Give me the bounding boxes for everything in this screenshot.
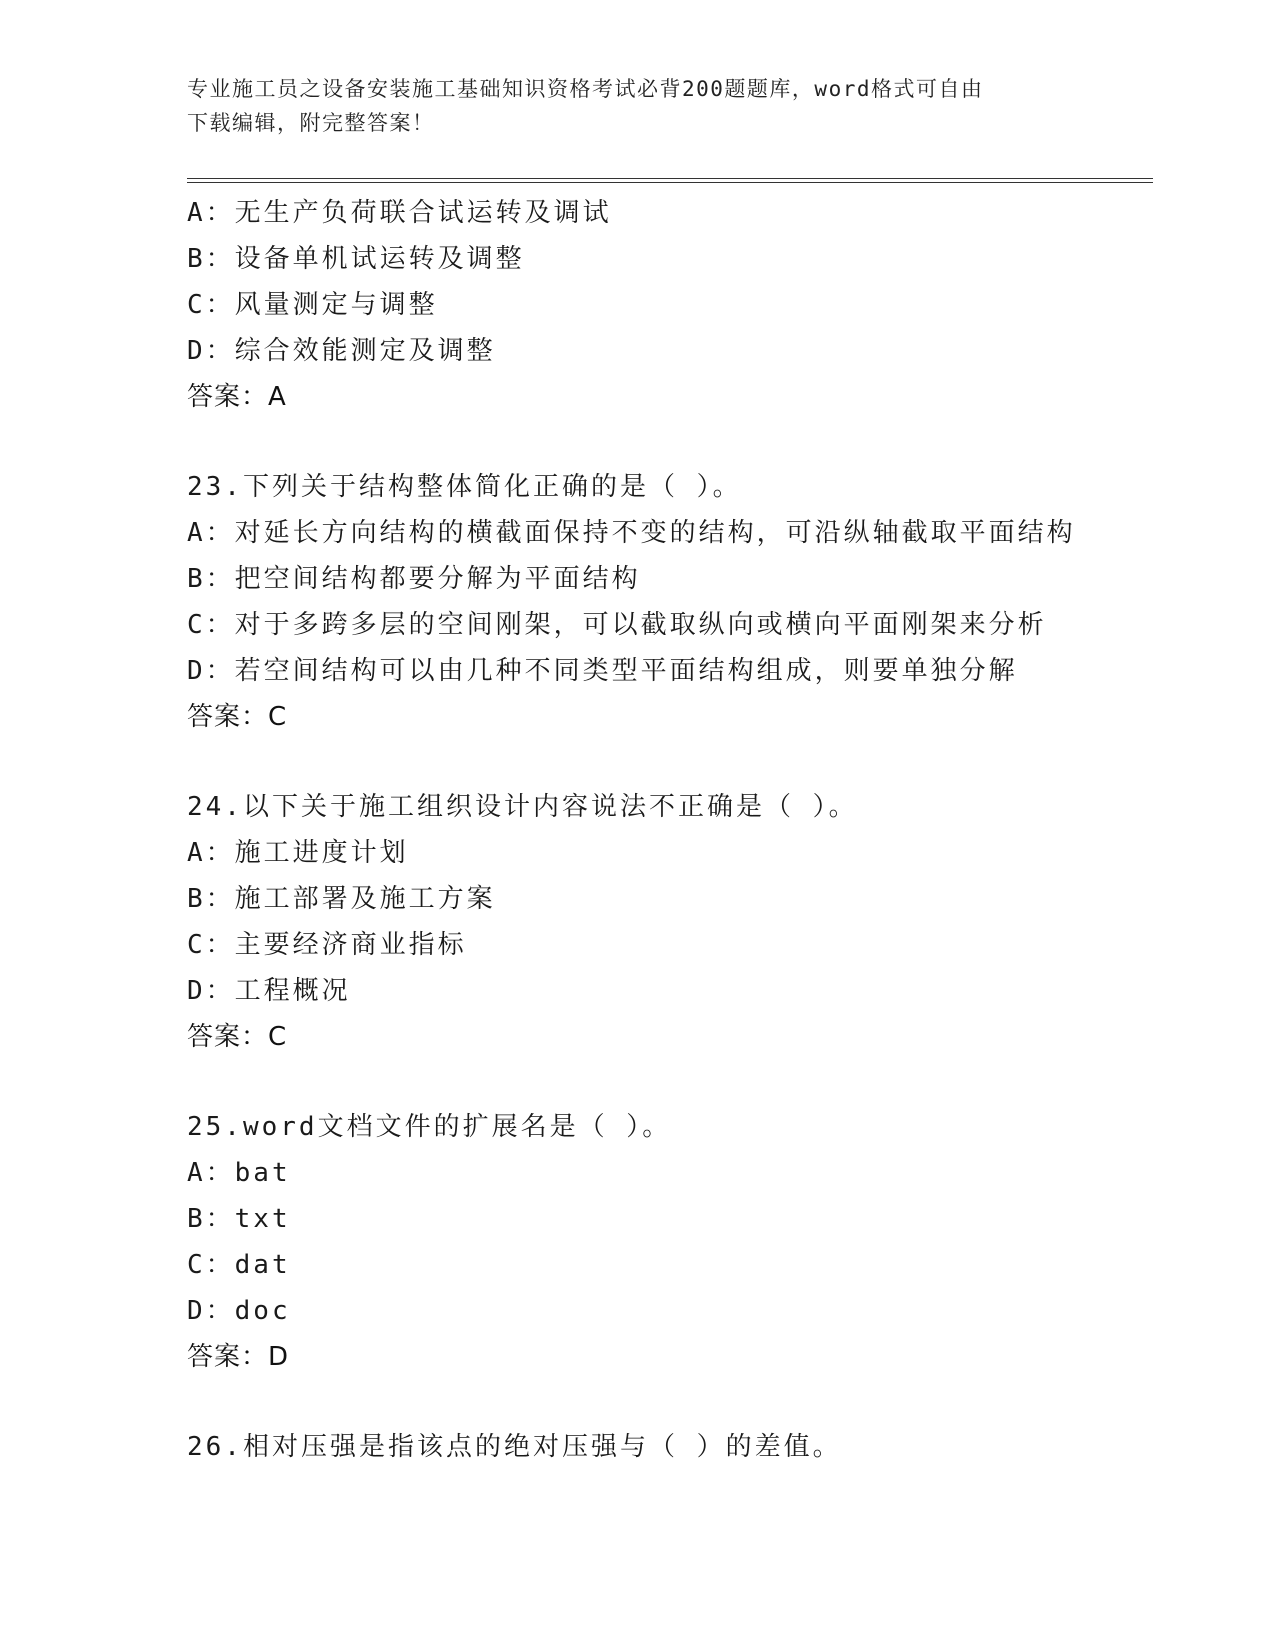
question-stem: 24.以下关于施工组织设计内容说法不正确是（ ）。 xyxy=(187,792,858,822)
option-c: C：对于多跨多层的空间刚架，可以截取纵向或横向平面刚架来分析 xyxy=(187,610,1047,640)
option-c: C：dat xyxy=(187,1250,291,1280)
option-d: D：doc xyxy=(187,1296,291,1326)
option-a: A：对延长方向结构的横截面保持不变的结构，可沿纵轴截取平面结构 xyxy=(187,518,1076,548)
answer-line: 答案：D xyxy=(187,1342,290,1372)
spacer xyxy=(187,1380,1187,1424)
question-stem: 26.相对压强是指该点的绝对压强与（ ）的差值。 xyxy=(187,1432,842,1462)
question-stem: 25.word文档文件的扩展名是（ ）。 xyxy=(187,1112,672,1142)
question-25 xyxy=(187,1104,1187,1380)
option-b: B：txt xyxy=(187,1204,291,1234)
option-a: A：无生产负荷联合试运转及调试 xyxy=(187,198,612,228)
document-header xyxy=(187,72,1087,140)
option-a: A：bat xyxy=(187,1158,291,1188)
header-divider-bottom xyxy=(187,182,1153,183)
question-24 xyxy=(187,784,1187,1060)
option-d: D：综合效能测定及调整 xyxy=(187,336,496,366)
option-c: C：主要经济商业指标 xyxy=(187,930,467,960)
spacer xyxy=(187,740,1187,784)
question-26 xyxy=(187,1424,1187,1470)
spacer xyxy=(187,1060,1187,1104)
header-line-2: 下载编辑，附完整答案！ xyxy=(187,111,435,135)
option-d: D：工程概况 xyxy=(187,976,351,1006)
option-b: B：施工部署及施工方案 xyxy=(187,884,496,914)
question-stem: 23.下列关于结构整体简化正确的是（ ）。 xyxy=(187,472,742,502)
header-line-1: 专业施工员之设备安装施工基础知识资格考试必背200题题库，word格式可自由 xyxy=(187,77,984,101)
answer-line: 答案：C xyxy=(187,1022,288,1052)
answer-line: 答案：A xyxy=(187,382,287,412)
option-c: C：风量测定与调整 xyxy=(187,290,438,320)
question-22-continued xyxy=(187,190,1187,420)
option-b: B：设备单机试运转及调整 xyxy=(187,244,525,274)
option-a: A：施工进度计划 xyxy=(187,838,409,868)
header-divider-top xyxy=(187,178,1153,179)
question-list xyxy=(187,190,1187,1470)
option-d: D：若空间结构可以由几种不同类型平面结构组成，则要单独分解 xyxy=(187,656,1018,686)
answer-line: 答案：C xyxy=(187,702,288,732)
question-23 xyxy=(187,464,1187,740)
option-b: B：把空间结构都要分解为平面结构 xyxy=(187,564,641,594)
spacer xyxy=(187,420,1187,464)
